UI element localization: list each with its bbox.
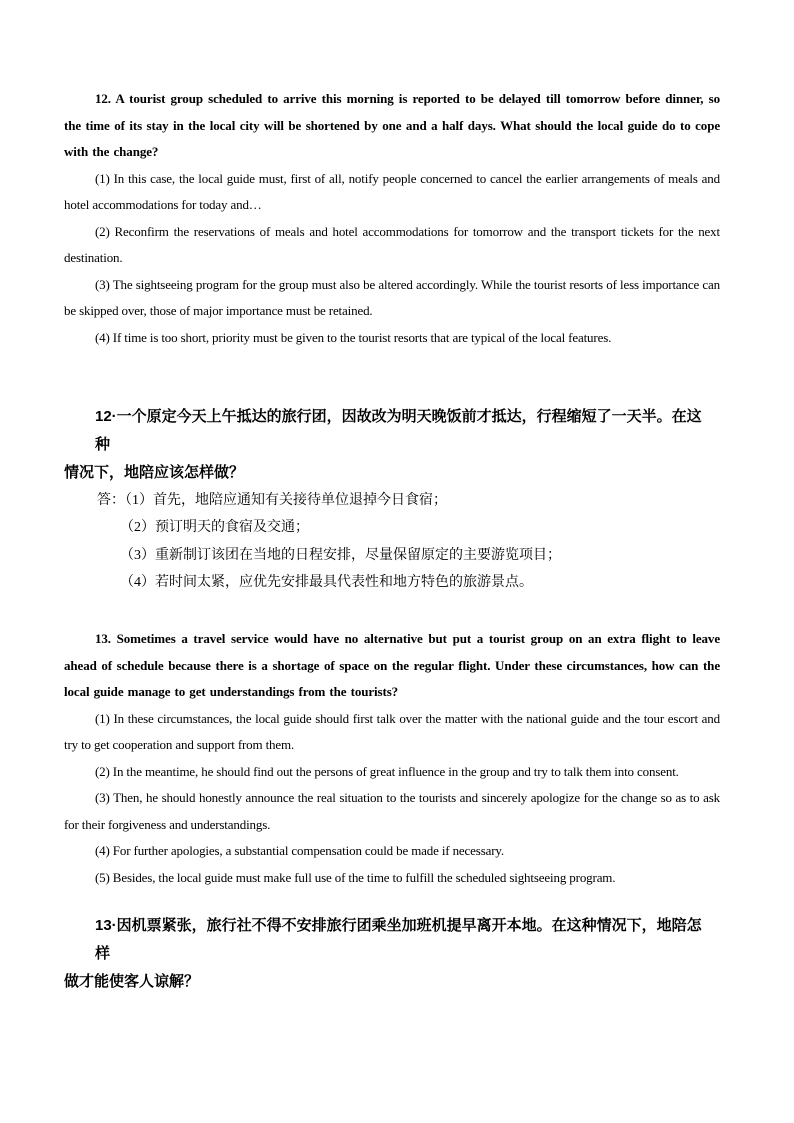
answer-12-zh-3: （3）重新制订该团在当地的日程安排，尽量保留原定的主要游览项目；	[120, 547, 561, 563]
answer-13-en-5: (5) Besides, the local guide must make full use of the time to fulfill the scheduled sightseeing program.	[95, 869, 616, 885]
question-13-en: 13. Sometimes a travel service would have no alternative but put a tourist group on an extra flight to leave ahead of schedule because there is a shortage of space on the regular flight. Under these circumstances, how can the local guide manage to get understandings from the tourists?	[64, 631, 720, 700]
answer-13-en-1: (1) In these circumstances, the local guide should first talk over the matter with the national guide and the tour escort and try to get cooperation and support from them.	[64, 710, 720, 753]
answer-13-en-3: (3) Then, he should honestly announce the real situation to the tourists and sincerely apologize for the change so as to ask for their forgiveness and understandings.	[64, 790, 720, 832]
question-12-en: 12. A tourist group scheduled to arrive this morning is reported to be delayed till tomorrow before dinner, so the time of its stay in the local city will be shortened by one and a half days. What should the local guide do to cope with the change?	[64, 91, 720, 159]
answer-12-zh-1: 答：（1）首先，地陪应通知有关接待单位退掉今日食宿；	[97, 493, 447, 508]
question-12-zh-line-1: 12·一个原定今天上午抵达的旅行团，因故改为明天晚饭前才抵达，行程缩短了一天半。在这	[95, 408, 702, 425]
question-13-zh-line-2: 样	[95, 945, 111, 963]
qa-section-12-english	[64, 86, 720, 351]
answer-12-en-1: (1) In this case, the local guide must, first of all, notify people concerned to cancel the earlier arrangements of meals and hotel accommodations for today and…	[64, 170, 720, 212]
question-12-zh-line-2: 种	[95, 436, 111, 453]
answer-12-en-3: (3) The sightseeing program for the group must also be altered accordingly. While the tourist resorts of less importance can be skipped over, those of major importance must be retained.	[64, 276, 720, 318]
answer-13-en-2: (2) In the meantime, he should find out the persons of great influence in the group and try to talk them into consent.	[95, 763, 679, 779]
answer-13-en-4: (4) For further apologies, a substantial compensation could be made if necessary.	[95, 843, 505, 859]
qa-section-13-chinese	[64, 912, 720, 996]
answer-12-en-2: (2) Reconfirm the reservations of meals and hotel accommodations for tomorrow and the transport tickets for the next destination.	[64, 223, 720, 265]
answer-12-zh-4: （4）若时间太紧，应优先安排最具代表性和地方特色的旅游景点。	[120, 574, 533, 590]
qa-section-13-english	[64, 626, 720, 891]
answer-12-en-4: (4) If time is too short, priority must be given to the tourist resorts that are typical of the local features.	[95, 329, 612, 345]
answer-12-zh-2: （2）预订明天的食宿及交通；	[120, 520, 309, 536]
question-13-zh-line-3: 做才能使客人谅解？	[64, 973, 200, 991]
question-13-zh-line-1: 13·因机票紧张，旅行社不得不安排旅行团乘坐加班机提早离开本地。在这种情况下，地陪怎	[95, 917, 702, 935]
qa-section-12-chinese	[64, 403, 720, 596]
question-12-zh-line-3: 情况下，地陪应该怎样做？	[64, 464, 245, 481]
